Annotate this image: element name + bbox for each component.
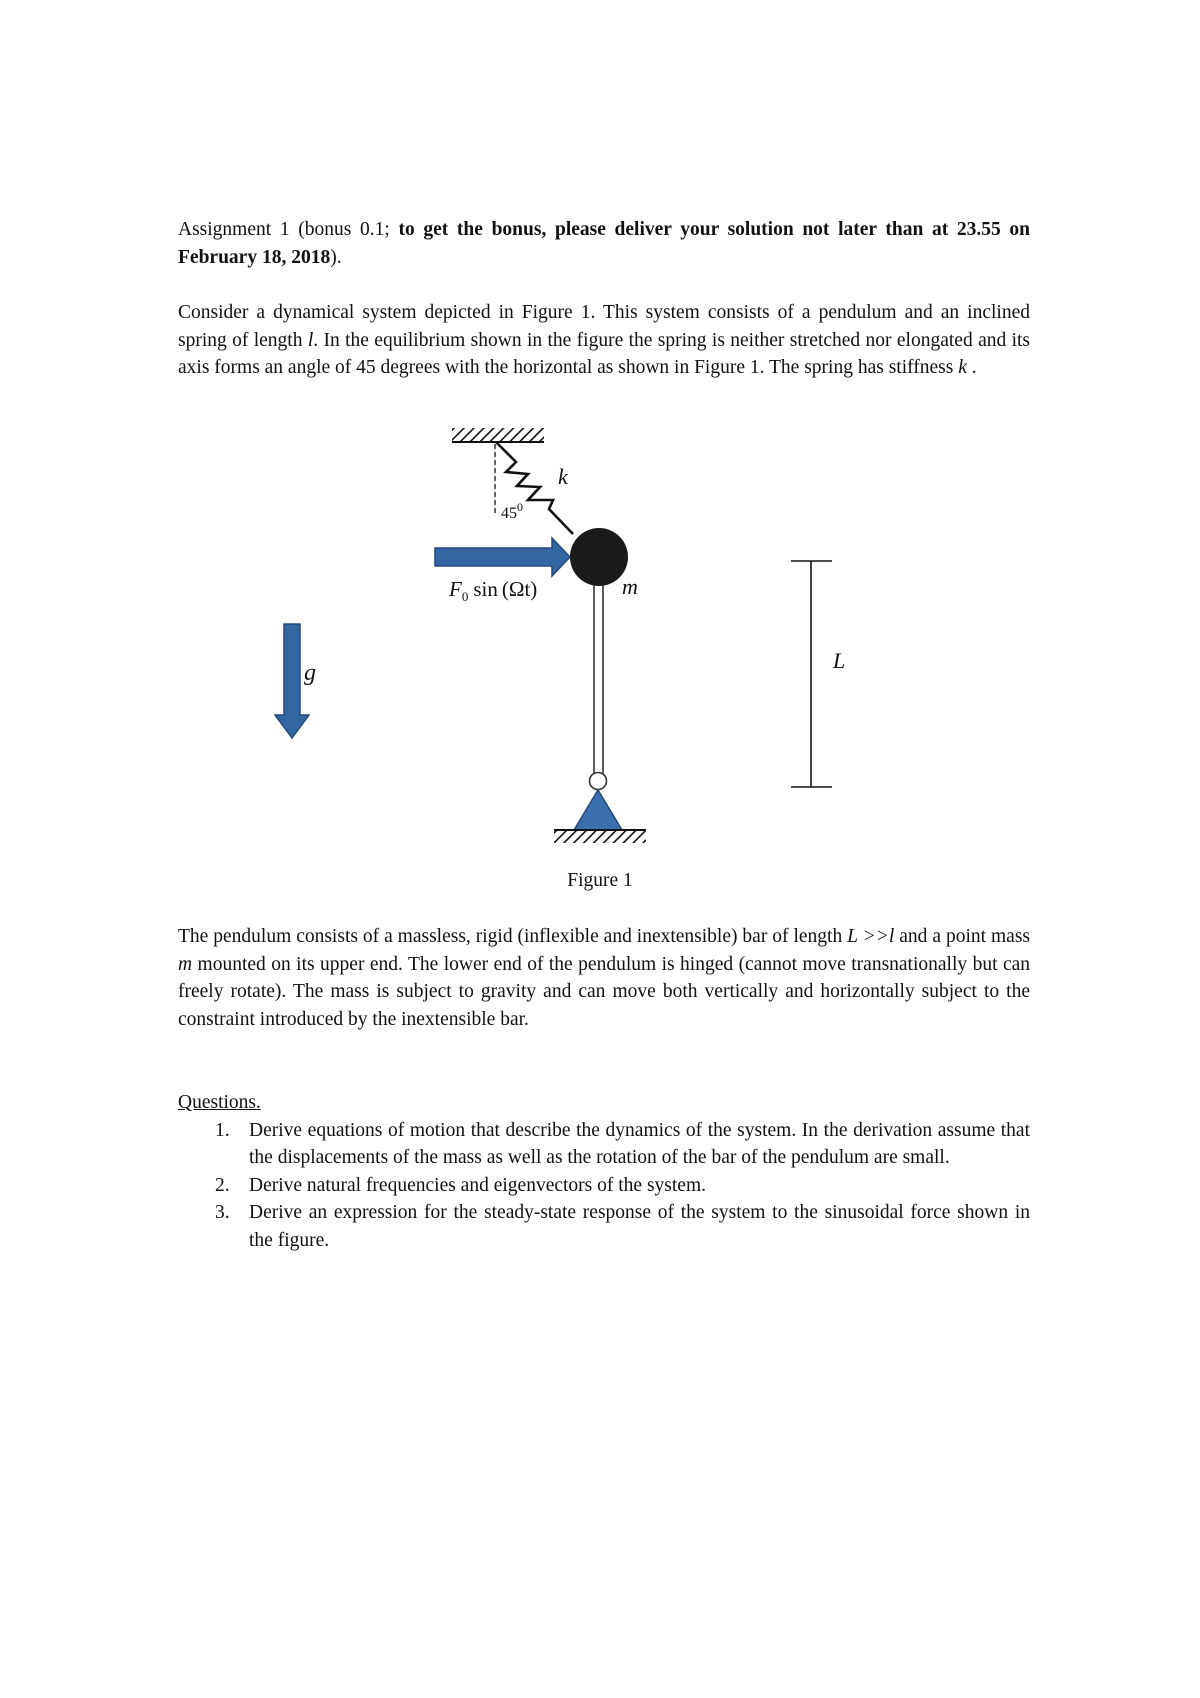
questions-list [178, 1117, 1030, 1255]
label-force: $F_0$ sin (Ωt) [449, 577, 538, 604]
pendulum-bar [594, 584, 603, 774]
list-item [178, 1172, 1030, 1200]
description-paragraph [178, 923, 1030, 1033]
intro-text-2: . In the equilibrium shown in the figure the spring is neither stretched nor elongated and its axis forms an angle of 45 degrees with the horizontal as shown in Figure 1. The spring has stiffness [178, 329, 1031, 379]
heading-prefix: Assignment 1 (bonus 0.1; [178, 219, 399, 240]
force-arrow [435, 538, 570, 576]
list-item-text: Derive equations of motion that describe the dynamics of the system. In the derivation assume that the displacements of the mass as well as the rotation of the bar of the pendulum are small. [249, 1119, 1030, 1169]
label-L: L [833, 648, 846, 673]
list-item-text: Derive an expression for the steady-state response of the system to the sinusoidal force shown in the figure. [249, 1202, 1030, 1251]
list-item-number: 2. [215, 1174, 230, 1196]
questions-title: Questions. [178, 1092, 261, 1113]
label-k: k [558, 464, 568, 489]
list-item-number: 1. [215, 1119, 230, 1141]
hinge-support [574, 790, 622, 830]
intro-text-3: . [966, 357, 977, 379]
list-item [178, 1117, 1030, 1172]
figure-caption: Figure 1 [567, 870, 633, 891]
list-item-number: 3. [215, 1202, 230, 1224]
label-m: m [622, 574, 638, 599]
heading-deadline: to get the bonus, please deliver your solution not later than at 23.55 on February 18, 2018 [178, 219, 1031, 268]
heading-suffix: ). [330, 246, 342, 268]
label-g: g [304, 660, 316, 686]
label-angle: $45^0$ [501, 500, 523, 522]
desc-text-3: mounted on its upper end. The lower end of the pendulum is hinged (cannot move transnationally but can freely rotate). The mass is subject to gravity and can move both vertically and horizontally subject to the constraint introduced by the inextensible bar. [178, 953, 1030, 1030]
desc-text-1: The pendulum consists of a massless, rigid (inflexible and inextensible) bar of length [178, 926, 848, 947]
list-item-text: Derive natural frequencies and eigenvectors of the system. [249, 1174, 706, 1196]
hinge-pin [590, 773, 607, 790]
desc-text-2: and a point mass [894, 926, 1030, 947]
length-bracket [791, 561, 832, 787]
questions-section [178, 1089, 1030, 1255]
desc-var-m: m [178, 953, 193, 975]
desc-inequality: L >>l [847, 926, 895, 947]
list-item [178, 1199, 1030, 1254]
intro-var-l: l [307, 329, 314, 351]
ceiling-support [452, 428, 544, 442]
ground-support [554, 830, 646, 843]
intro-text-1: Consider a dynamical system depicted in Figure 1. This system consists of a pendulum and an inclined spring of length [178, 302, 1030, 351]
intro-var-k: k [958, 357, 967, 379]
point-mass [570, 528, 628, 586]
